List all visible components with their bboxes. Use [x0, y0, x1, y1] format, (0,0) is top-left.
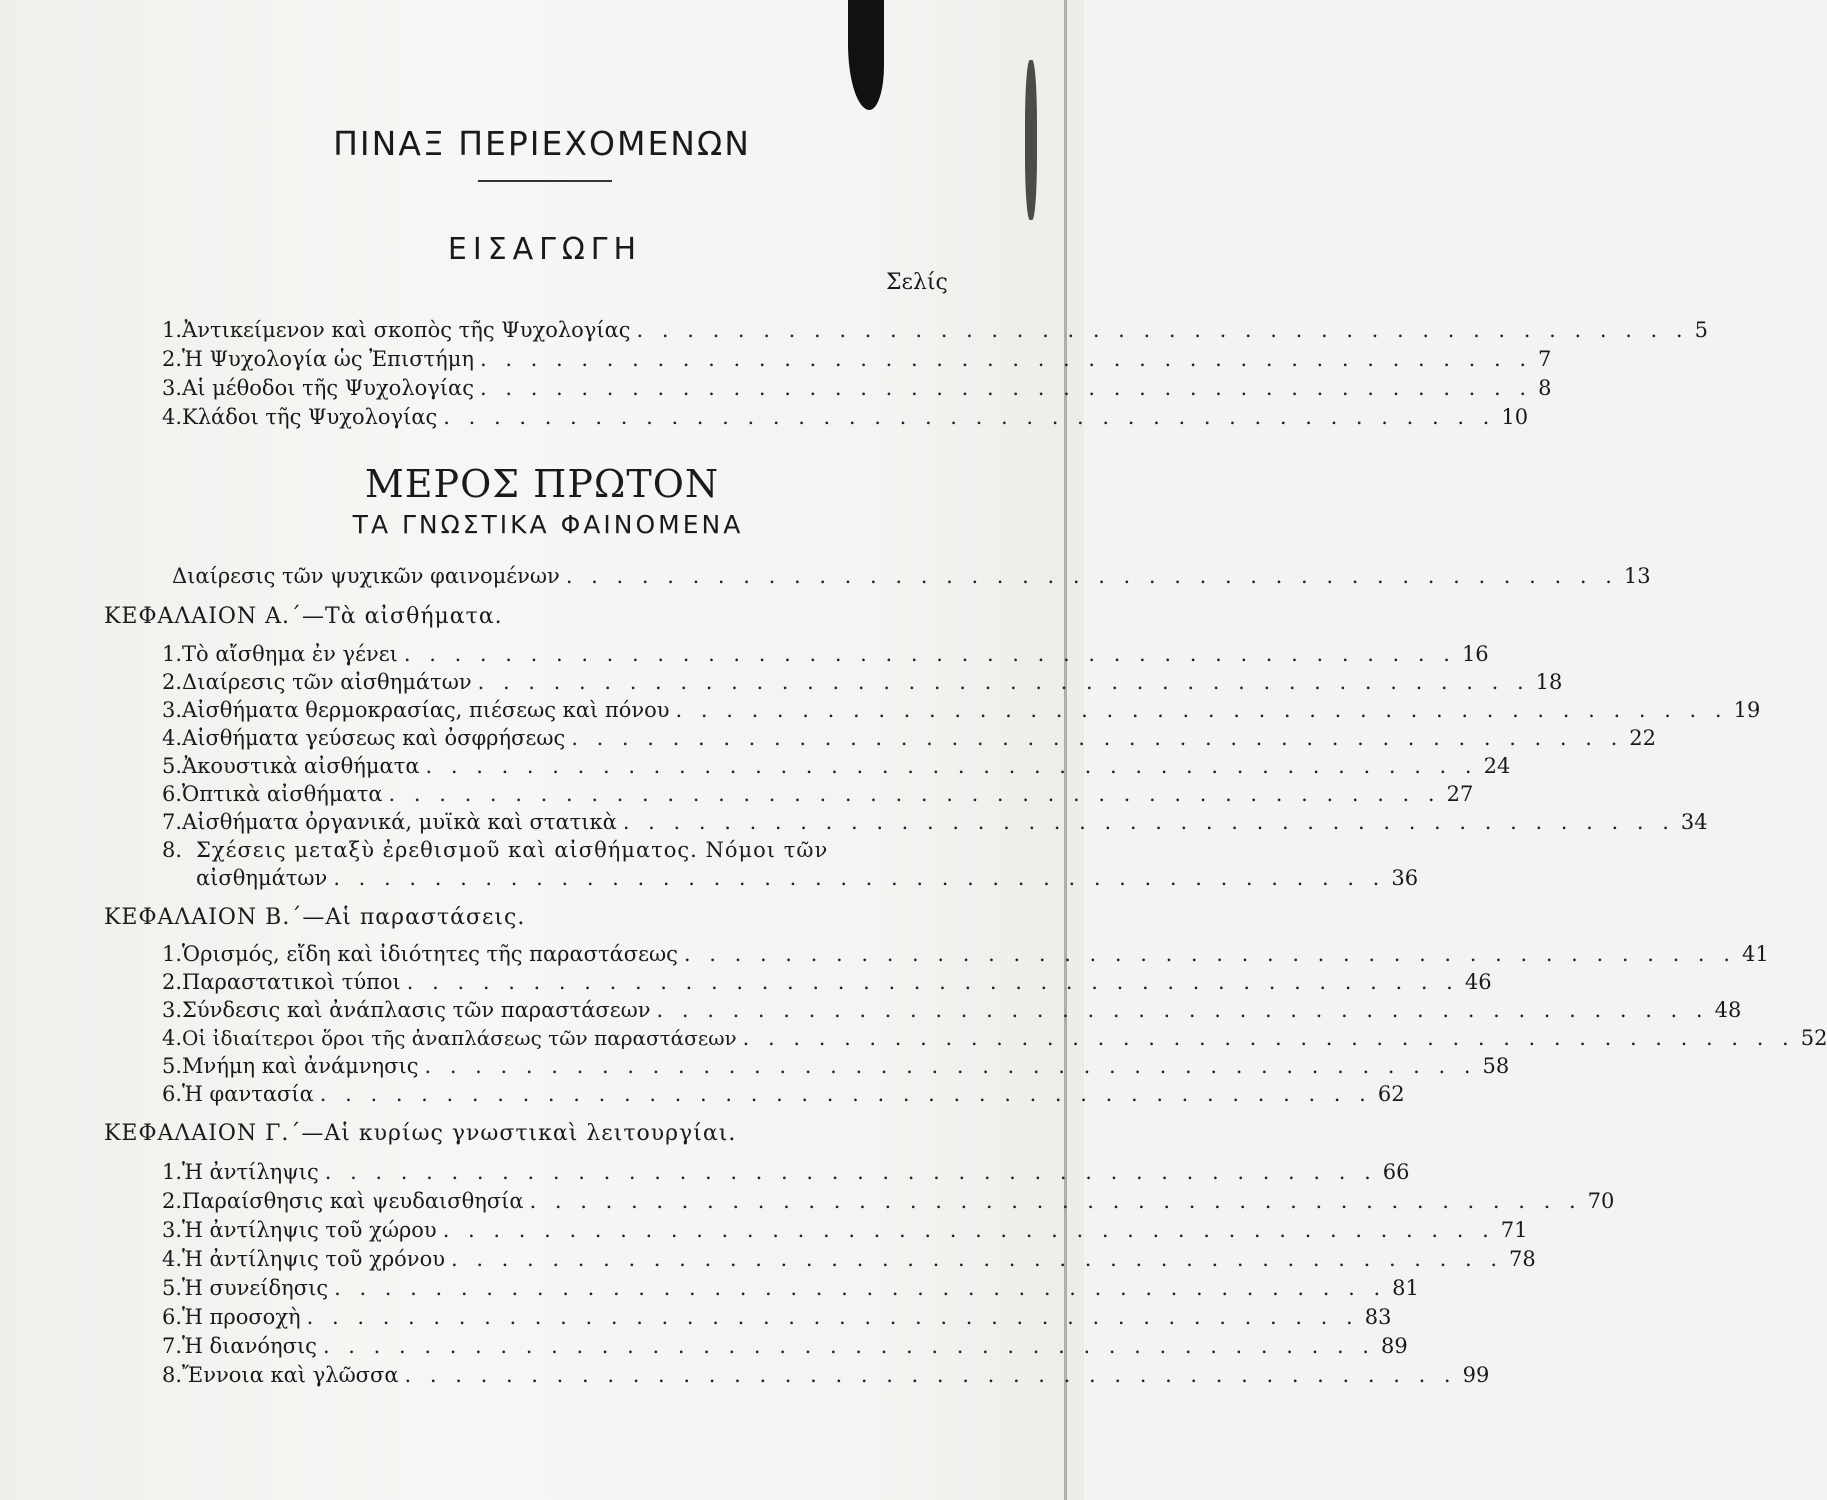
toc-entry — [162, 1052, 1510, 1080]
entry-page: 99 — [1462, 1363, 1490, 1387]
entry-page: 13 — [1623, 564, 1651, 588]
entry-title: Ἡ ἀντίληψις — [182, 1160, 319, 1184]
entry-page: 36 — [1391, 866, 1419, 890]
toc-entry-continuation — [196, 864, 1419, 892]
entry-title: Ὀπτικὰ αἰσθήματα — [182, 782, 383, 806]
dot-leader: . . . . . . . . . . . . . . . . . . . . . . . . . . . . . . . . . . . . . . . . . . — [656, 998, 1709, 1022]
dot-leader: . . . . . . . . . . . . . . . . . . . . . . . . . . . . . . . . . . . . . . . . . . — [480, 376, 1533, 400]
entry-title-continuation: αἰσθημάτων — [196, 866, 328, 890]
toc-entry — [162, 1080, 1405, 1108]
entry-page: 58 — [1482, 1054, 1510, 1078]
dot-leader: . . . . . . . . . . . . . . . . . . . . . . . . . . . . . . . . . . . . . . . . . . — [622, 810, 1675, 834]
entry-page: 34 — [1680, 810, 1708, 834]
dot-leader: . . . . . . . . . . . . . . . . . . . . . . . . . . . . . . . . . . . . . . . . . . — [406, 970, 1459, 994]
entry-number: 5. — [162, 1276, 183, 1300]
page-title: ΠΙΝΑΞ ΠΕΡΙΕΧΟΜΕΝΩΝ — [333, 124, 751, 163]
entry-number: 6. — [162, 1305, 183, 1329]
intro-heading: ΕΙΣΑΓΩΓΗ — [447, 232, 643, 267]
dot-leader: . . . . . . . . . . . . . . . . . . . . . . . . . . . . . . . . . . . . . . . . . . — [403, 642, 1456, 666]
entry-page: 70 — [1587, 1189, 1615, 1213]
toc-entry — [162, 1245, 1536, 1273]
entry-number: 1. — [162, 1160, 183, 1184]
entry-title: Κλάδοι τῆς Ψυχολογίας — [182, 405, 438, 429]
entry-number: 4. — [162, 405, 183, 429]
entry-title: Παραίσθησις καὶ ψευδαισθησία — [182, 1189, 524, 1213]
entry-number: 2. — [162, 970, 183, 994]
title-rule — [478, 180, 612, 182]
toc-entry — [162, 403, 1529, 431]
entry-number: 8. — [162, 1363, 183, 1387]
entry-number: 1. — [162, 942, 183, 966]
chapter-heading: ΚΕΦΑΛΑΙΟΝ Α.΄—Τὰ αἰσθήματα. — [104, 604, 503, 629]
toc-entry — [162, 374, 1552, 402]
entry-number: 4. — [162, 726, 183, 750]
entry-page: 27 — [1446, 782, 1474, 806]
toc-entry — [162, 345, 1552, 373]
entry-page: 78 — [1509, 1247, 1536, 1271]
entry-title: Σχέσεις μεταξὺ ἐρεθισμοῦ καὶ αἰσθήματος. Νόμοι τῶν — [196, 838, 829, 862]
entry-title: Αἱ μέθοδοι τῆς Ψυχολογίας — [182, 376, 474, 400]
entry-page: 66 — [1382, 1160, 1410, 1184]
entry-title: Αἰσθήματα ὀργανικά, μυϊκὰ καὶ στατικὰ — [182, 810, 617, 834]
entry-title: Διαίρεσις τῶν αἰσθημάτων — [182, 670, 472, 694]
toc-entry — [162, 940, 1769, 968]
chapter-heading: ΚΕΦΑΛΑΙΟΝ Γ.΄—Αἱ κυρίως γνωστικαὶ λειτουργίαι. — [104, 1121, 737, 1146]
dot-leader: . . . . . . . . . . . . . . . . . . . . . . . . . . . . . . . . . . . . . . . . . . — [322, 1334, 1375, 1358]
entry-page: 16 — [1461, 642, 1489, 666]
entry-number: 1. — [162, 642, 183, 666]
dot-leader: . . . . . . . . . . . . . . . . . . . . . . . . . . . . . . . . . . . . . . . . . . — [425, 754, 1478, 778]
entry-number: 2. — [162, 670, 183, 694]
entry-page: 52 — [1800, 1026, 1827, 1050]
entry-page: 8 — [1538, 376, 1552, 400]
entry-page: 89 — [1381, 1334, 1408, 1358]
entry-page: 5 — [1694, 318, 1708, 342]
entry-title: Ἡ διανόησις — [182, 1334, 317, 1358]
part-subtitle: ΤΑ ΓΝΩΣΤΙΚΑ ΦΑΙΝΟΜΕΝΑ — [352, 510, 744, 539]
entry-title: Μνήμη καὶ ἀνάμνησις — [182, 1054, 419, 1078]
ink-blot — [848, 0, 884, 110]
toc-entry — [162, 696, 1761, 724]
entry-title: Ἡ ἀντίληψις τοῦ χώρου — [182, 1218, 437, 1242]
toc-entry — [162, 1332, 1408, 1360]
entry-title: Παραστατικοὶ τύποι — [182, 970, 401, 994]
dot-leader: . . . . . . . . . . . . . . . . . . . . . . . . . . . . . . . . . . . . . . . . . . — [442, 1218, 1495, 1242]
entry-title: Αἰσθήματα γεύσεως καὶ ὀσφρήσεως — [182, 726, 566, 750]
toc-entry — [162, 968, 1492, 996]
entry-title: Ἡ συνείδησις — [182, 1276, 329, 1300]
toc-entry — [162, 1187, 1615, 1215]
entry-number: 3. — [162, 698, 183, 722]
dot-leader: . . . . . . . . . . . . . . . . . . . . . . . . . . . . . . . . . . . . . . . . . . — [571, 726, 1624, 750]
entry-title: Οἱ ἰδιαίτεροι ὅροι τῆς ἀναπλάσεως τῶν παραστάσεων — [182, 1026, 737, 1050]
entry-number: 1. — [162, 318, 183, 342]
entry-number: 8. — [162, 838, 183, 862]
toc-entry — [172, 562, 1651, 590]
dot-leader: . . . . . . . . . . . . . . . . . . . . . . . . . . . . . . . . . . . . . . . . . . — [477, 670, 1530, 694]
dot-leader: . . . . . . . . . . . . . . . . . . . . . . . . . . . . . . . . . . . . . . . . . . — [333, 866, 1386, 890]
toc-entry — [162, 1361, 1490, 1389]
toc-entry — [162, 1274, 1419, 1302]
entry-number: 7. — [162, 810, 183, 834]
entry-number: 4. — [162, 1026, 183, 1050]
entry-number: 6. — [162, 1082, 183, 1106]
toc-entry — [162, 640, 1489, 668]
entry-title: Ἡ Ψυχολογία ὡς Ἐπιστήμη — [182, 347, 474, 371]
entry-page: 10 — [1501, 405, 1529, 429]
entry-title: Ἡ ἀντίληψις τοῦ χρόνου — [182, 1247, 445, 1271]
entry-title: Διαίρεσις τῶν ψυχικῶν φαινομένων — [172, 564, 560, 588]
entry-number: 3. — [162, 998, 183, 1022]
dot-leader: . . . . . . . . . . . . . . . . . . . . . . . . . . . . . . . . . . . . . . . . . . — [565, 564, 1618, 588]
toc-entry — [162, 752, 1511, 780]
entry-number: 3. — [162, 1218, 183, 1242]
entry-title: Ἡ φαντασία — [182, 1082, 314, 1106]
entry-number: 5. — [162, 754, 183, 778]
dot-leader: . . . . . . . . . . . . . . . . . . . . . . . . . . . . . . . . . . . . . . . . . . — [636, 318, 1689, 342]
entry-page: 62 — [1377, 1082, 1405, 1106]
entry-title: Τὸ αἴσθημα ἐν γένει — [182, 642, 398, 666]
toc-entry — [162, 996, 1742, 1024]
entry-title: Ἀντικείμενον καὶ σκοπὸς τῆς Ψυχολογίας — [182, 318, 631, 342]
dot-leader: . . . . . . . . . . . . . . . . . . . . . . . . . . . . . . . . . . . . . . . . . . — [443, 405, 1496, 429]
toc-entry — [162, 724, 1657, 752]
toc-entry — [162, 1024, 1827, 1052]
part-title: ΜΕΡΟΣ ΠΡΩΤΟΝ — [364, 462, 720, 506]
dot-leader: . . . . . . . . . . . . . . . . . . . . . . . . . . . . . . . . . . . . . . . . . . — [683, 942, 1736, 966]
toc-entry — [162, 1158, 1410, 1186]
dot-leader: . . . . . . . . . . . . . . . . . . . . . . . . . . . . . . . . . . . . . . . . . . — [319, 1082, 1372, 1106]
entry-page: 19 — [1733, 698, 1761, 722]
dot-leader: . . . . . . . . . . . . . . . . . . . . . . . . . . . . . . . . . . . . . . . . . . — [424, 1054, 1477, 1078]
chapter-heading: ΚΕΦΑΛΑΙΟΝ Β.΄—Αἱ παραστάσεις. — [104, 905, 526, 930]
entry-number: 5. — [162, 1054, 183, 1078]
dot-leader: . . . . . . . . . . . . . . . . . . . . . . . . . . . . . . . . . . . . . . . . . . — [306, 1305, 1359, 1329]
dot-leader: . . . . . . . . . . . . . . . . . . . . . . . . . . . . . . . . . . . . . . . . . . — [388, 782, 1441, 806]
entry-number: 7. — [162, 1334, 183, 1358]
entry-page: 81 — [1392, 1276, 1419, 1300]
entry-number: 4. — [162, 1247, 183, 1271]
entry-page: 46 — [1464, 970, 1492, 994]
toc-entry — [162, 1216, 1528, 1244]
entry-page: 22 — [1629, 726, 1657, 750]
toc-entry — [162, 316, 1708, 344]
toc-entry — [162, 668, 1563, 696]
dot-leader: . . . . . . . . . . . . . . . . . . . . . . . . . . . . . . . . . . . . . . . . . . — [529, 1189, 1582, 1213]
entry-number: 2. — [162, 347, 183, 371]
dot-leader: . . . . . . . . . . . . . . . . . . . . . . . . . . . . . . . . . . . . . . . . . . — [742, 1026, 1795, 1050]
dot-leader: . . . . . . . . . . . . . . . . . . . . . . . . . . . . . . . . . . . . . . . . . . — [450, 1247, 1504, 1271]
dot-leader: . . . . . . . . . . . . . . . . . . . . . . . . . . . . . . . . . . . . . . . . . . — [404, 1363, 1457, 1387]
entry-page: 18 — [1535, 670, 1563, 694]
toc-entry — [162, 808, 1708, 836]
entry-page: 7 — [1538, 347, 1552, 371]
toc-entry — [162, 1303, 1392, 1331]
entry-page: 71 — [1500, 1218, 1528, 1242]
dot-leader: . . . . . . . . . . . . . . . . . . . . . . . . . . . . . . . . . . . . . . . . . . — [324, 1160, 1377, 1184]
entry-page: 48 — [1714, 998, 1742, 1022]
entry-number: 2. — [162, 1189, 183, 1213]
entry-title: Ἡ προσοχὴ — [182, 1305, 301, 1329]
dot-leader: . . . . . . . . . . . . . . . . . . . . . . . . . . . . . . . . . . . . . . . . . . — [675, 698, 1728, 722]
entry-number: 6. — [162, 782, 183, 806]
toc-entry — [162, 780, 1474, 808]
entry-page: 83 — [1364, 1305, 1392, 1329]
pages-column-header: Σελίς — [886, 270, 948, 295]
entry-title: Αἰσθήματα θερμοκρασίας, πιέσεως καὶ πόνου — [182, 698, 670, 722]
entry-number: 3. — [162, 376, 183, 400]
entry-page: 41 — [1741, 942, 1769, 966]
entry-title: Σύνδεσις καὶ ἀνάπλασις τῶν παραστάσεων — [182, 998, 651, 1022]
entry-title: Ἀκουστικὰ αἰσθήματα — [182, 754, 420, 778]
entry-page: 24 — [1483, 754, 1511, 778]
entry-title: Ἔννοια καὶ γλῶσσα — [182, 1363, 399, 1387]
entry-title: Ὁρισμός, εἴδη καὶ ἰδιότητες τῆς παραστάσεως — [182, 942, 678, 966]
dot-leader: . . . . . . . . . . . . . . . . . . . . . . . . . . . . . . . . . . . . . . . . . . — [479, 347, 1533, 371]
dot-leader: . . . . . . . . . . . . . . . . . . . . . . . . . . . . . . . . . . . . . . . . . . — [334, 1276, 1387, 1300]
toc-entry — [162, 836, 960, 864]
